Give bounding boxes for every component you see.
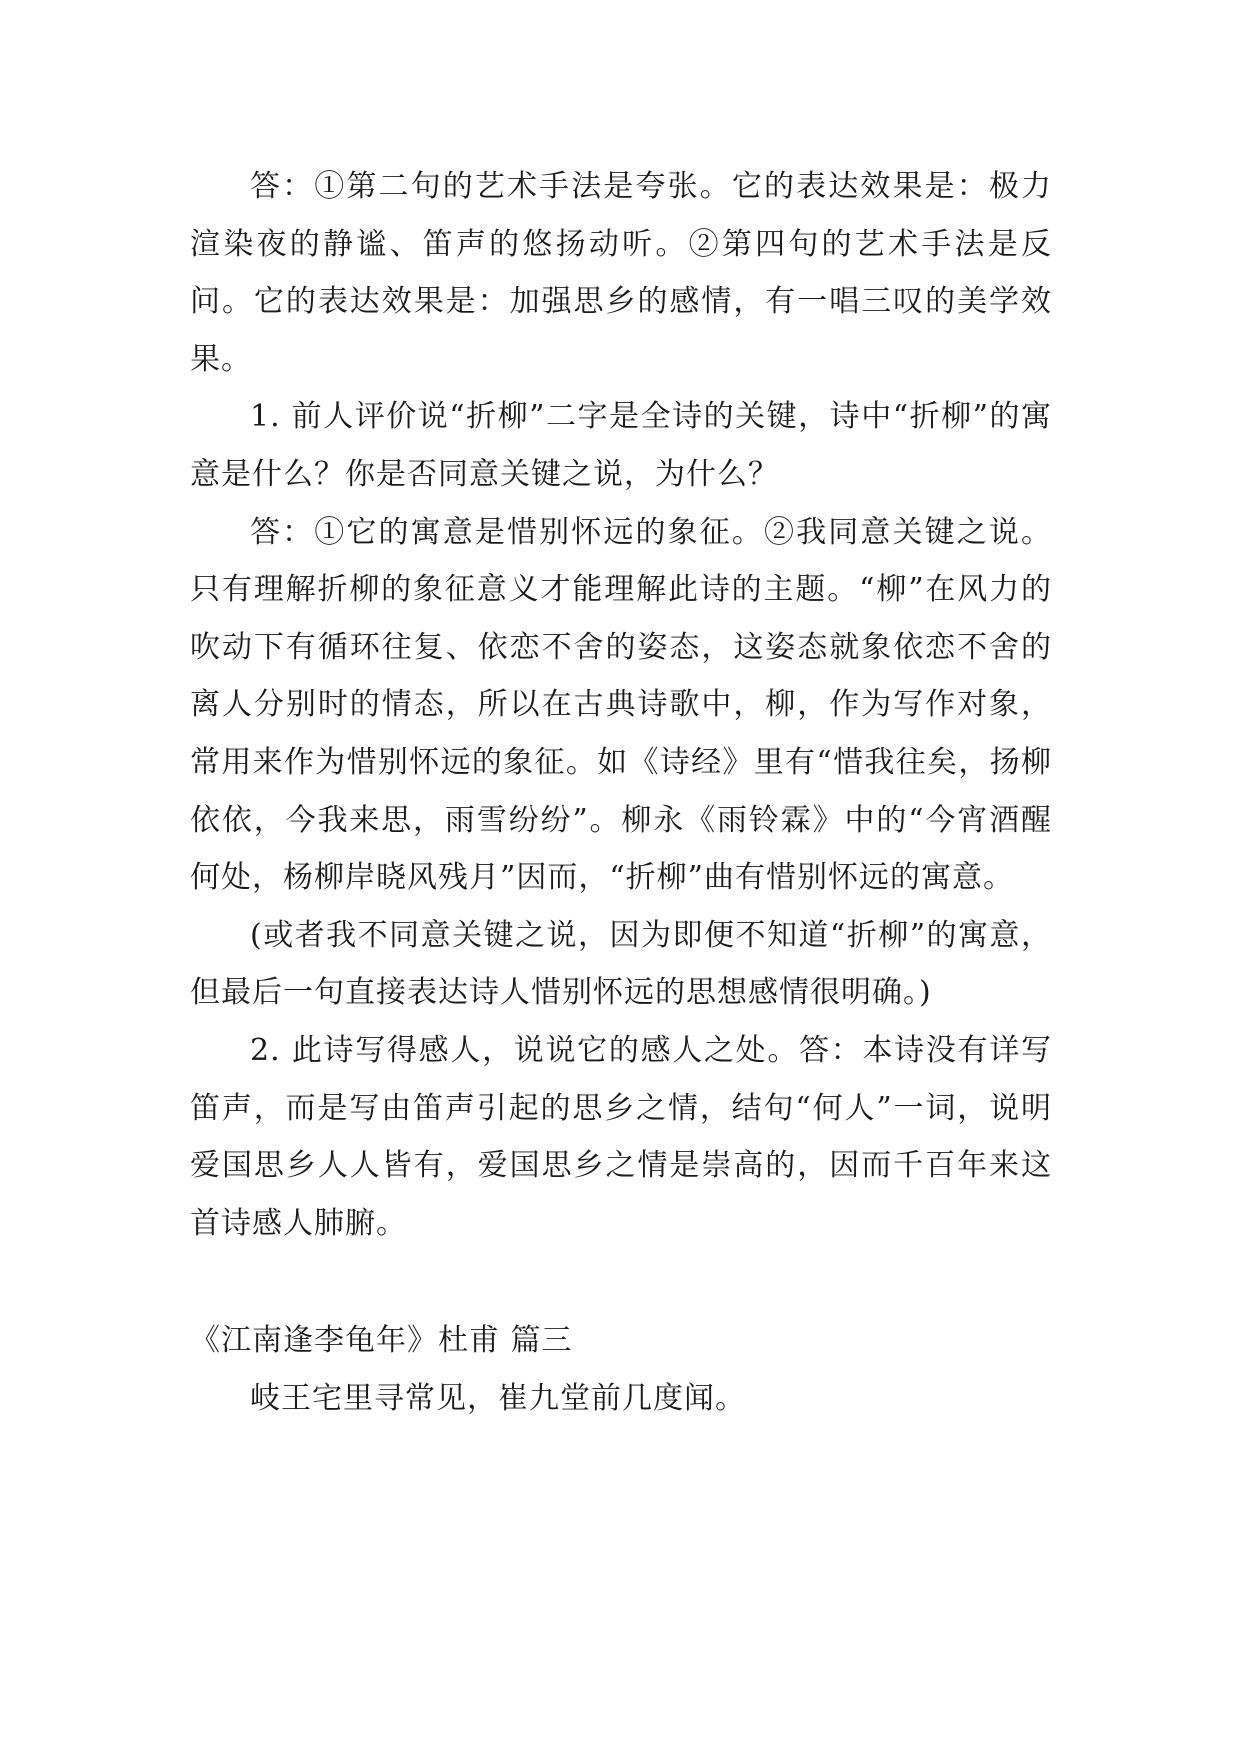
section-heading: 《江南逢李龟年》杜甫 篇三 [190,1323,573,1359]
question-paragraph-1: 1. 前人评价说“折柳”二字是全诗的关键，诗中“折柳”的寓意是什么？你是否同意关键之说，为什么？ [190,399,1052,492]
section-spacer [190,1252,1052,1312]
answer-paragraph-1: 答：①第二句的艺术手法是夸张。它的表达效果是：极力渲染夜的静谧、笛声的悠扬动听。②第四句的艺术手法是反问。它的表达效果是：加强思乡的感情，有一唱三叹的美学效果。 [190,169,1052,377]
answer-paragraph-2: 答：①它的寓意是惜别怀远的象征。②我同意关键之说。只有理解折柳的象征意义才能理解此诗的主题。“柳”在风力的吹动下有循环往复、依恋不舍的姿态，这姿态就象依恋不舍的离人分别时的情态，所以在古典诗歌中，柳，作为写作对象，常用来作为惜别怀远的象征。如《诗经》里有“惜我往矣，扬柳依依，今我来思，雨雪纷纷”。柳永《雨铃霖》中的“今宵酒醒何处，杨柳岸晓风残月”因而，“折柳”曲有惜别怀远的寓意。 [190,514,1052,896]
alternative-answer-paragraph: (或者我不同意关键之说，因为即便不知道“折柳”的寓意，但最后一句直接表达诗人惜别怀远的思想感情很明确。) [190,917,1052,1011]
question-answer-paragraph-2: 2. 此诗写得感人，说说它的感人之处。答：本诗没有详写笛声，而是写由笛声引起的思乡之情，结句“何人”一词，说明爱国思乡人人皆有，爱国思乡之情是崇高的，因而千百年来这首诗感人肺腑。 [190,1032,1052,1241]
poem-line: 岐王宅里寻常见，崔九堂前几度闻。 [250,1380,746,1416]
document-body [190,158,1052,1427]
